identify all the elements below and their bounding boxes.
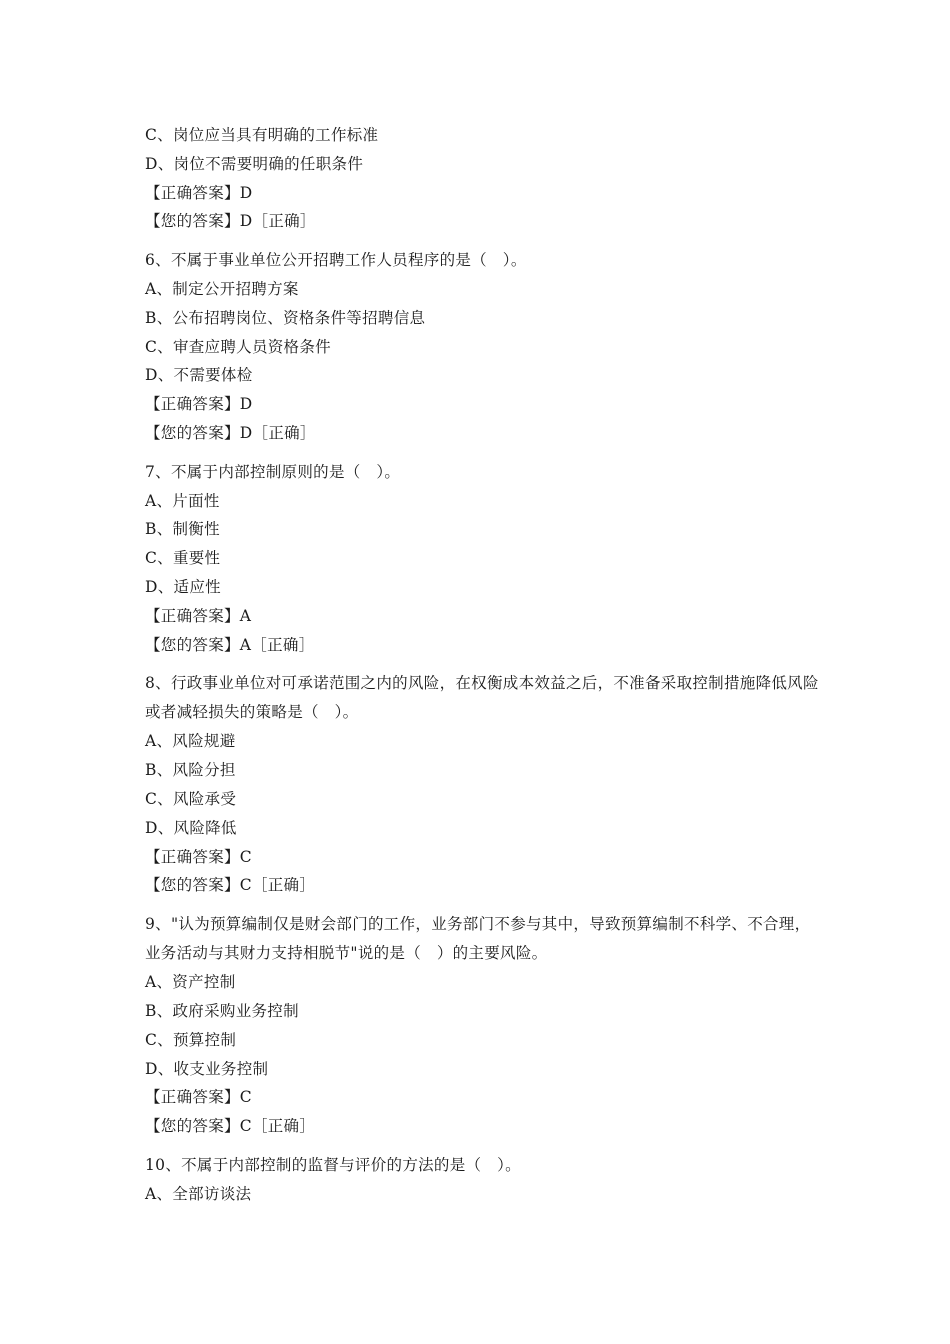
option-d: D、不需要体检 <box>145 366 253 385</box>
option-c: C、审查应聘人员资格条件 <box>145 337 331 356</box>
option-c: C、岗位应当具有明确的工作标准 <box>145 126 379 144</box>
correct-answer: 【正确答案】D <box>145 395 253 414</box>
question-9 <box>145 910 825 1141</box>
option-c: C、风险承受 <box>145 789 237 808</box>
option-d: D、风险降低 <box>145 818 237 837</box>
your-answer: 【您的答案】C［正确］ <box>145 876 316 895</box>
option-b: B、公布招聘岗位、资格条件等招聘信息 <box>145 308 426 327</box>
correct-answer: 【正确答案】D <box>145 183 253 202</box>
correct-answer: 【正确答案】A <box>145 606 252 625</box>
your-answer: 【您的答案】C［正确］ <box>145 1117 316 1136</box>
question-8 <box>145 669 825 900</box>
your-answer: 【您的答案】D［正确］ <box>145 212 316 231</box>
option-b: B、制衡性 <box>145 520 220 539</box>
question-5-tail <box>145 121 825 236</box>
question-10 <box>145 1151 825 1209</box>
question-6 <box>145 246 825 448</box>
question-title: 9、"认为预算编制仅是财会部门的工作，业务部门不参与其中，导致预算编制不科学、不合理，业务活动与其财力支持相脱节"说的是（ ）的主要风险。 <box>145 915 811 963</box>
option-a: A、全部访谈法 <box>145 1184 252 1203</box>
option-c: C、预算控制 <box>145 1030 237 1049</box>
question-title: 7、不属于内部控制原则的是（ ）。 <box>145 462 401 481</box>
option-b: B、政府采购业务控制 <box>145 1001 299 1020</box>
correct-answer: 【正确答案】C <box>145 1088 252 1107</box>
option-a: A、制定公开招聘方案 <box>145 279 299 298</box>
option-a: A、片面性 <box>145 491 220 510</box>
question-7 <box>145 458 825 660</box>
option-a: A、资产控制 <box>145 973 236 992</box>
question-title: 8、行政事业单位对可承诺范围之内的风险，在权衡成本效益之后，不准备采取控制措施降低风险或者减轻损失的策略是（ ）。 <box>145 674 819 722</box>
option-d: D、收支业务控制 <box>145 1059 269 1078</box>
your-answer: 【您的答案】A［正确］ <box>145 635 315 654</box>
question-title: 10、不属于内部控制的监督与评价的方法的是（ ）。 <box>145 1155 521 1174</box>
option-d: D、适应性 <box>145 577 221 596</box>
option-a: A、风险规避 <box>145 732 236 751</box>
question-title: 6、不属于事业单位公开招聘工作人员程序的是（ ）。 <box>145 251 527 270</box>
option-c: C、重要性 <box>145 549 221 568</box>
correct-answer: 【正确答案】C <box>145 847 252 866</box>
option-b: B、风险分担 <box>145 761 236 780</box>
option-d: D、岗位不需要明确的任职条件 <box>145 154 364 173</box>
document-content <box>145 121 825 1209</box>
your-answer: 【您的答案】D［正确］ <box>145 423 316 442</box>
